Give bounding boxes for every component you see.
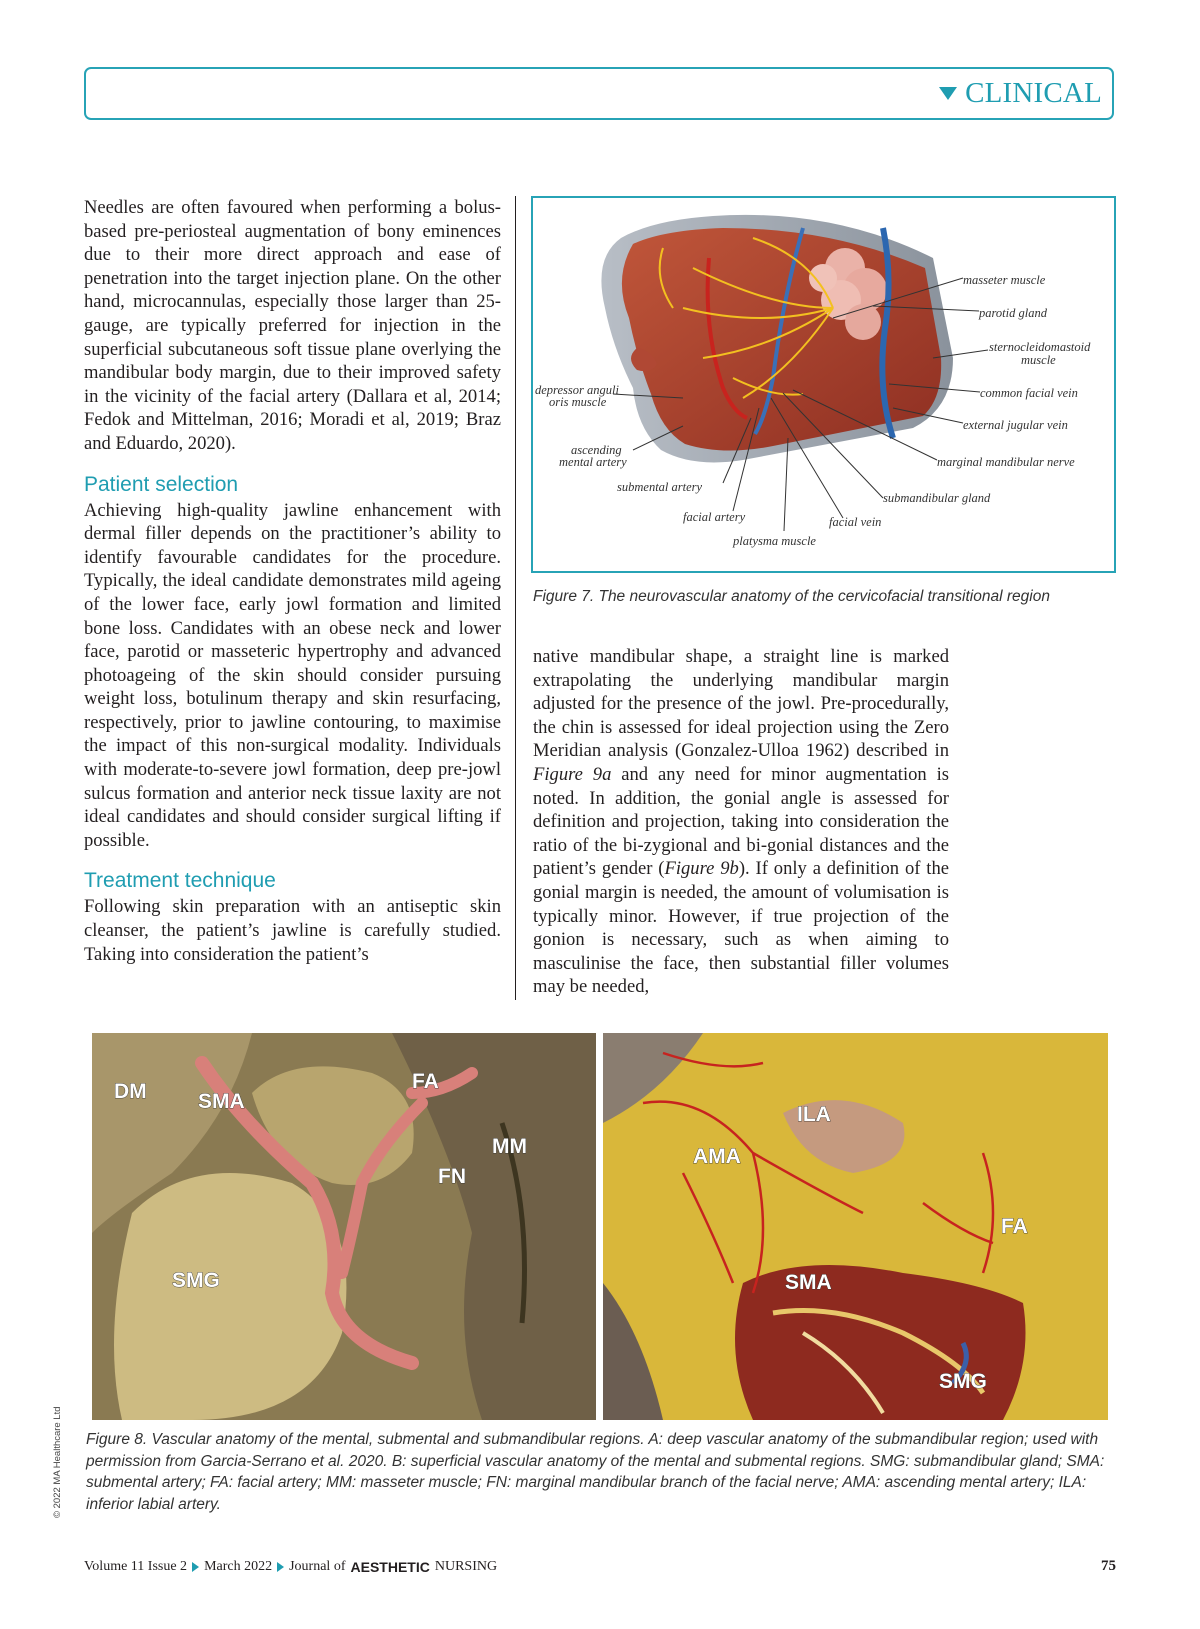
label-common-facial-vein: common facial vein [980, 386, 1078, 400]
label-sma: SMA [198, 1090, 245, 1113]
text-run: native mandibular shape, a straight line is marked extrapolating the underlying mandibular margin adjusted for the presence of the jowl. Pre-procedurally, the chin is assessed for ideal projection using the Zero Meridian analysis (Gonzalez-Ulloa 1962) described in [533, 646, 949, 762]
heading-treatment-technique: Treatment technique [84, 869, 276, 893]
anatomy-illustration [533, 198, 1114, 571]
facial-muscles [622, 228, 941, 451]
figure-ref-9a: Figure 9a [533, 763, 612, 785]
label-platysma: platysma muscle [733, 534, 816, 548]
figure-7-illustration [531, 196, 1116, 573]
label-ila: ILA [797, 1103, 831, 1126]
paragraph: Following skin preparation with an antiseptic skin cleanser, the patient’s jawline is carefully studied. Taking into consideration the patient’s [84, 896, 501, 965]
triangle-right-icon [192, 1562, 199, 1572]
label-fa: FA [1001, 1215, 1028, 1238]
label-submandibular-gland: submandibular gland [883, 491, 991, 505]
label-marginal-mandibular: marginal mandibular nerve [937, 455, 1075, 469]
column-divider [515, 196, 516, 1000]
label-scm-1: sternocleidomastoid [989, 340, 1091, 354]
page-footer [84, 1559, 497, 1575]
footer-journal-prefix: Journal of [289, 1559, 346, 1574]
label-smg: SMG [172, 1269, 220, 1292]
triangle-down-icon [939, 87, 957, 100]
figure-7-caption: Figure 7. The neurovascular anatomy of the cervicofacial transitional region [533, 588, 1050, 605]
footer-journal-bold: AESTHETIC [350, 1559, 430, 1575]
label-ascending-mental-1: ascending [571, 443, 622, 457]
label-depressor-1: depressor anguli [535, 383, 619, 397]
figure-ref-9b: Figure 9b [664, 858, 739, 880]
figure-8-photo-a [92, 1033, 596, 1420]
label-fa: FA [412, 1070, 439, 1093]
page-number: 75 [1101, 1558, 1116, 1574]
label-external-jugular: external jugular vein [963, 418, 1068, 432]
figure-8-photo-b [603, 1033, 1108, 1420]
dissection-photo-b [603, 1033, 1108, 1420]
label-parotid: parotid gland [979, 306, 1047, 320]
section-header-box [84, 67, 1114, 120]
label-ama: AMA [693, 1145, 741, 1168]
label-facial-vein: facial vein [829, 515, 882, 529]
footer-date: March 2022 [204, 1559, 273, 1574]
label-submental-artery: submental artery [617, 480, 703, 494]
label-fn: FN [438, 1165, 466, 1188]
section-title: CLINICAL [965, 77, 1102, 109]
text-run: and any need for minor augmentation is noted. In addition, the gonial angle is assessed for definition and projection, taking into consideration the ratio of the bi-zygional and bi-gonial distances and the patient’s gender ( [533, 763, 949, 880]
label-smg: SMG [939, 1370, 987, 1393]
heading-patient-selection: Patient selection [84, 472, 239, 496]
figure-8-caption: Figure 8. Vascular anatomy of the mental, submental and submandibular regions. A: deep vascular anatomy of the submandibular region; used with permission from Garcia-Serrano et al. 2020. B: superficial vascular anatomy of the mental and submental regions. SMG: submandibular gland; SMA: submental artery; FA: facial artery; MM: masseter muscle; FN: marginal mandibular branch of the facial nerve; AMA: ascending mental artery; ILA: inferior labial artery. [86, 1431, 1105, 1513]
dissection-photo-a [92, 1033, 596, 1420]
paragraph: Needles are often favoured when performing a bolus-based pre-periosteal augmentation of bony eminences due to their more direct approach and ease of penetration into the target injection plane. On the other hand, microcannulas, especially those larger than 25-gauge, are typically preferred for injection in the superficial subcutaneous soft tissue plane overlying the mandibular body margin, due to their improved safety in the vicinity of the facial artery (Dallara et al, 2014; Fedok and Mittelman, 2016; Moradi et al, 2019; Braz and Eduardo, 2020). [84, 197, 501, 454]
label-facial-artery: facial artery [683, 510, 746, 524]
left-column [84, 196, 501, 966]
copyright-notice: © 2022 MA Healthcare Ltd [52, 1406, 63, 1518]
label-dm: DM [114, 1080, 147, 1103]
section-label [939, 77, 1102, 110]
label-masseter: masseter muscle [963, 273, 1046, 287]
label-depressor-2: oris muscle [549, 395, 607, 409]
paragraph [533, 645, 949, 999]
text-run: ). If only a definition of the gonial margin is needed, the amount of volumisation is typically minor. However, if true projection of the gonion is necessary, such as when aiming to masculinise the face, then substantial filler volumes may be needed, [533, 858, 949, 998]
triangle-right-icon [277, 1562, 284, 1572]
label-ascending-mental-2: mental artery [559, 455, 627, 469]
paragraph: Achieving high-quality jawline enhancement with dermal filler depends on the practitioner’s ability to identify favourable candidates for the procedure. Typically, the ideal candidate demonstrates mild ageing of the lower face, early jowl formation and limited bone loss. Candidates with an obese neck and lower face, parotid or masseteric hypertrophy and advanced photoageing of the skin should consider pursuing weight loss, botulinum therapy and skin resurfacing, respectively, prior to jawline contouring, to maximise the impact of this non-surgical modality. Individuals with moderate-to-severe jowl formation, deep pre-jowl sulcus formation and anterior neck tissue laxity are not ideal candidates and should consider surgical lifting if possible. [84, 499, 501, 851]
label-sma: SMA [785, 1271, 832, 1294]
footer-journal-suffix: NURSING [434, 1559, 498, 1574]
footer-volume: Volume 11 Issue 2 [84, 1559, 188, 1574]
label-scm-2: muscle [1021, 353, 1056, 367]
label-mm: MM [492, 1135, 527, 1158]
right-column [533, 645, 949, 999]
